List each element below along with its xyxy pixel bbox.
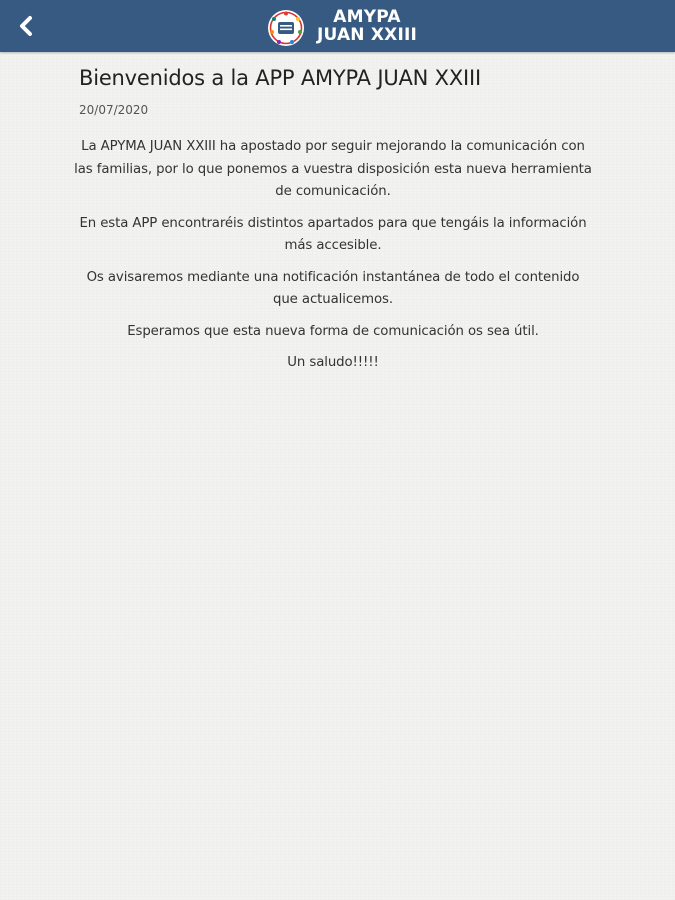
brand-line-1: AMYPA (333, 7, 401, 27)
article-date: 20/07/2020 (79, 103, 149, 117)
back-button[interactable] (8, 6, 44, 46)
brand-title (311, 8, 423, 44)
amypa-logo-icon (267, 9, 305, 47)
chevron-left-icon (17, 15, 35, 37)
article (74, 66, 599, 384)
article-title: Bienvenidos a la APP AMYPA JUAN XXIII (79, 66, 481, 90)
article-paragraph: Esperamos que esta nueva forma de comunicación os sea útil. (127, 323, 539, 339)
article-paragraph: La APYMA JUAN XXIII ha apostado por seguir mejorando la comunicación con las familias, por lo que ponemos a vuestra disposición esta nueva herramienta de comunicación. (74, 139, 592, 199)
article-paragraph: En esta APP encontraréis distintos apartados para que tengáis la información más accesible. (79, 215, 587, 253)
article-body (73, 136, 593, 375)
article-paragraph: Os avisaremos mediante una notificación instantánea de todo el contenido que actualicemos. (86, 269, 580, 307)
brand-line-2: JUAN XXIII (316, 25, 418, 45)
article-paragraph: Un saludo!!!!! (287, 355, 379, 370)
app-header (0, 0, 675, 52)
